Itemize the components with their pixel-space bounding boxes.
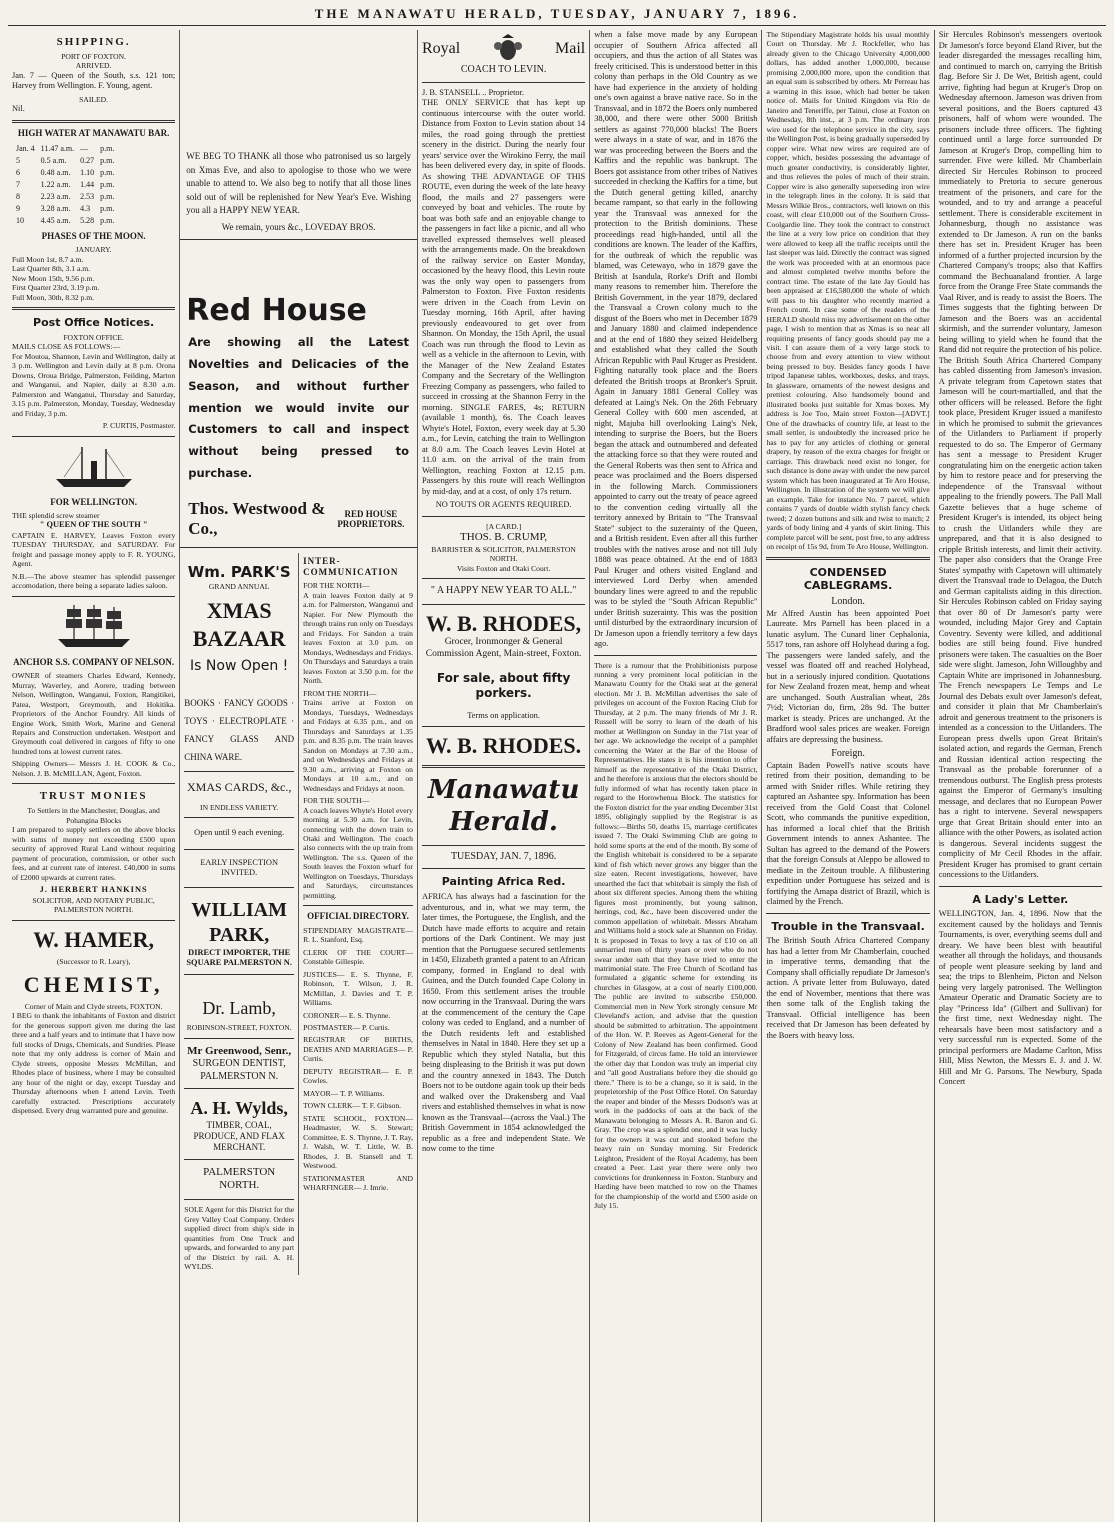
steamer-text: CAPTAIN E. HARVEY, Leaves Foxton every TUESDAY THURSDAY, and SATURDAY. For freight and passage money apply to F. R. YOUNG, Agent.	[12, 530, 176, 569]
wylds-text: SOLE Agent for this District for the Grey Valley Coal Company. Orders supplied direct from ship's side in quantities from One Truck and upwards, and forwarded to any part of the District by rail. A. H. WYLDS.	[184, 1205, 295, 1272]
william-park-sub: DIRECT IMPORTER, THE SQUARE PALMERSTON N.	[186, 947, 292, 968]
transvaal-text: The British South Africa Chartered Company has had a letter from Mr Chamberlain, couched in imperative terms, demanding that the Company shall officially repudiate Dr Jameson's action. A private letter from Buluwayo, dated the end of November, mentions that there was then some talk of the English taking the Transvaal. Official intelligence has been received that Dr Jameson has been defeated by the Boers with heavy loss.	[766, 936, 930, 1040]
xmas-bazaar: XMAS BAZAAR	[192, 598, 286, 651]
column-6	[762, 30, 934, 1522]
tide-cell: 3.28 a.m.	[40, 203, 71, 213]
moon-phase: Full Moon, 30th, 8.32 p.m.	[12, 292, 95, 302]
tide-cell: 8	[16, 191, 20, 201]
directory-entry: STATE SCHOOL, FOXTON— Headmaster, W. S. Stewart; Committee, E. S. Thynne, J. T. Ray, J. Walsh, W. T. Little, W. B. Rhodes, J. B. Stansell and T. Westwood.	[303, 1113, 413, 1171]
for-wellington: FOR WELLINGTON.	[50, 496, 137, 507]
local-news: There is a rumour that the Prohibitionists purpose running a very prominent local politician in the Manawatu County for the Otaki seat at the general election. Mr J. B. McMillan advertises the sale of privileges on account of the Foxton Racing Club for Thursday, at 2 p.m. The many friends of Mr J. R. Russell will be sorry to learn of the death of his mother at Wellington on Sunday in the 71st year of her age. We acknowledge the receipt of a pamphlet concerning the Water at the Bar of the House of Representatives. He states it is his intention to offer himself as the representative of the Otaki District, and he therefore is anxious that the electors should be fully informed of what has recently taken place in regard to the Horowhenua Block. The statistics for the Foxton district for the year ending December 31st 1895, obligingly supplied by the Registrar is as follows:—Births 50, deaths 15, marriage certificates issued 7. The Otaki Swimming Club are going to hold some sports at the end of the month. By some of the English whitebait is considered to be a separate kind of fish which never grows any bigger than the size eaten. Recent investigations, however, have unearthed the fact that whitebait is simply the fish of about six different species. Among them the whiting figures most prominently, but young salmon, herrings, cod, &c., have been discovered under the common appellation of whitebait. Messrs Abraham and Williams hold a stock sale at Shannon on Friday. It is proposed in Texas to levy a tax of £10 on all unmarried men of thirty years or over who do not swear under oath that they have tried to enter the matrimonial state. The Free Church of Scotland has formulated a gigantic scheme for extending its churches in Glasgow, at a cost of nearly £100,000. The public are invited to subscribe £50,000. Commercial men in New York strongly censure Mr Cleveland's action, and advise that the question should be submitted to arbitration. The appointment of the Hon. W. P. Reeves as Agent-General for the Colony of New Zealand has been confirmed. Good for Fitzgerald, of circus fame. He told an interviewer the other day that London was truly an imperial city and "all good Australians before they die should go there." There is to be a change, so it is said, in the proprietorship of the Post Office Hotel. On Saturday the reaper and binder of the Messrs Dodson's was at work in the paddocks of oats at the back of the Manawatu belonging to Messrs A. R. Baron and G. Gray. The crop was a splendid one, and it was lucky for the owners it was cut and stooked before the heavy rain on Sunday morning. Sir Frederick Leighton, President of the Royal Academy, has been created a Peer. Last year there were only two convictions for drunkenness in Foxton. Stanbury and Harding have been matched to row on the Thames for the championship of the world and £500 aside on July 15.	[594, 660, 758, 1211]
london-text: Mr Alfred Austin has been appointed Poet Laureate. Mrs Parnell has been placed in a lunatic asylum. The Cunard liner Cephalonia, 5517 tons, ran ashore off Holyhead during a fog. The passengers were landed safely, and the vessel was floated off and reached Holyhead, but in a seriously injured condition. Quotations for New Zealand frozen meat, hemp and wheat are unchanged. South Australian wheat, 28s 7½d; Victorian do, firm, 28s 9d. The butter market is steady. Prices are unchanged. At the Bradford wool sales prices are weaker. Foreign affairs are depressing the business.	[766, 608, 930, 744]
hamer-sub: (Successor to R. Leary),	[56, 957, 131, 967]
directory-entry: CORONER— E. S. Thynne.	[303, 1010, 391, 1020]
arrived-label: ARRIVED.	[75, 61, 112, 71]
park: Wm. PARK'S	[187, 562, 291, 581]
chemist-addr: Corner of Main and Clyde streets, FOXTON.	[24, 1002, 163, 1011]
tide-cell: 5.28	[80, 215, 95, 225]
tide-cell: p.m.	[100, 155, 115, 165]
foreign-label: Foreign.	[831, 748, 865, 760]
moon-phase: Last Quarter 8th, 3.1 a.m.	[12, 264, 91, 274]
hankins-sub: SOLICITOR, AND NOTARY PUBLIC, PALMERSTON NORTH.	[32, 895, 155, 915]
from-north-text: Trains arrive at Foxton on Mondays, Tuesdays, Wednesdays and Fridays at 6.35 p.m., and on Thursdays and Saturdays at 1.35 p.m. and 8.35 p.m. The train leaves Sandon on Mondays at 7.30 a.m., and on Wednesdays and Fridays at 9.30 a.m., arriving at Foxton on Mondays at 10 a.m., and on Wednesdays and Fridays at noon.	[303, 698, 413, 793]
park-list: BOOKS · FANCY GOODS · TOYS · ELECTROPLATE · FANCY GLASS AND CHINA WARE.	[184, 697, 295, 762]
directory-entry: STATIONMASTER AND WHARFINGER— J. Imrie.	[303, 1173, 413, 1193]
tide-cell: 11.47 a.m.	[40, 143, 75, 153]
column-7	[935, 30, 1106, 1522]
loveday-sign: We remain, yours &c., LOVEDAY BROS.	[221, 221, 376, 232]
tide-cell: 9	[16, 203, 20, 213]
moon-phase: Full Moon 1st, 8.7 a.m.	[12, 254, 84, 264]
lady-letter-title: A Lady's Letter.	[972, 892, 1069, 906]
moon-title: PHASES OF THE MOON.	[41, 230, 146, 241]
terms: Terms on application.	[467, 710, 540, 720]
post-office-label: FOXTON OFFICE.	[63, 332, 124, 342]
red-house-title: Red House	[186, 293, 367, 328]
directory-entry: STIPENDIARY MAGISTRATE— R. L. Stanford, Esq.	[303, 925, 413, 945]
column-1	[8, 30, 180, 1522]
tide-cell: 6	[16, 167, 20, 177]
wylds: A. H. Wylds,	[190, 1098, 288, 1119]
masthead: THE MANAWATU HERALD, TUESDAY, JANUARY 7, 1896.	[8, 6, 1106, 26]
dr-lamb-sub: ROBINSON-STREET, FOXTON.	[186, 1023, 292, 1033]
moon-list	[12, 255, 175, 302]
westwood: Thos. Westwood & Co.,	[188, 498, 326, 538]
high-water-title: HIGH WATER AT MANAWATU BAR.	[17, 127, 170, 138]
open-evening: Open until 9 each evening.	[194, 828, 285, 838]
steamer-intro: THE splendid screw steamer	[12, 510, 100, 520]
tide-cell: p.m.	[100, 167, 115, 177]
tide-row	[14, 216, 116, 226]
port-label: PORT OF FOXTON.	[61, 51, 127, 61]
tide-cell: 2.23 a.m.	[40, 191, 71, 201]
column-2-3	[180, 30, 418, 1522]
tide-cell: 2.53	[80, 191, 95, 201]
directory-list	[303, 926, 413, 1193]
cable-title: CONDENSED CABLEGRAMS.	[803, 565, 893, 593]
inter-title: INTER-COMMUNICATION	[303, 555, 399, 578]
directory-entry: REGISTRAR OF BIRTHS, DEATHS AND MARRIAGES— P. Curtis.	[303, 1035, 413, 1064]
post-office-title: Post Office Notices.	[33, 316, 155, 330]
moon-phase: New Moon 15th, 9.56 p.m.	[12, 273, 95, 283]
tide-cell: 4.3	[80, 203, 91, 213]
rhodes-sub: Grocer, Ironmonger & General Commission Agent, Main-street, Foxton.	[425, 637, 582, 660]
rhodes: W. B. RHODES,	[426, 610, 582, 636]
tide-cell: 1.44	[80, 179, 95, 189]
tide-row	[14, 204, 116, 214]
greenwood-sub: SURGEON DENTIST, PALMERSTON N.	[192, 1058, 286, 1082]
tide-cell: 0.27	[80, 155, 95, 165]
mail-label: Mail	[555, 40, 586, 57]
greenwood: Mr Greenwood, Senr.,	[187, 1044, 292, 1057]
tide-row	[14, 156, 116, 166]
london-label: London.	[831, 596, 865, 608]
tide-cell: 0.48 a.m.	[40, 167, 71, 177]
column-4	[418, 30, 590, 1522]
xmas-cards: XMAS CARDS, &c.,	[187, 779, 292, 794]
wylds-sub: TIMBER, COAL, PRODUCE, AND FLAX MERCHANT.	[193, 1119, 285, 1153]
royal-crest-icon	[490, 34, 526, 64]
card-label: [A CARD.]	[486, 521, 522, 531]
chemist: CHEMIST,	[23, 971, 164, 997]
tide-cell: 0.5 a.m.	[40, 155, 67, 165]
tide-cell: 1.22 a.m.	[40, 179, 71, 189]
tide-cell: 10	[16, 215, 24, 225]
foreign-text: Captain Baden Powell's native scouts have retired from their position, demanding to be armed with Snider rifles. While retiring they captured an Ashantee spy. Information has been received from the Gold Coast that Colonel Scott, who commands the punitive expedition, has informed a local chief that the British Government intends to annex Ashantee. The Sultan has agreed to the demand of the Powers that the foreign Consuls at Aleppo be allowed to mediate in the Zeitoun trouble. A filibustering expedition under Portuguese has seized and is fortifying the Amapa district of Brazil, which is claimed by the French.	[766, 760, 930, 907]
north-text: A train leaves Foxton daily at 9 a.m. for Palmerston, Wanganui and Napier. For New Plymouth the through trains run only on Tuesdays and Fridays. For Sandon a train leaves Foxton at 3.0 p.m. on Mondays, Wednesdays and Fridays. On Thursdays and Saturdays a train leaves Foxton at 3.50 p.m. for the North.	[303, 590, 413, 686]
hankins: J. HERBERT HANKINS	[39, 885, 148, 895]
tide-row	[14, 180, 116, 190]
rhodes-2: W. B. RHODES.	[426, 733, 582, 759]
trust-title: TRUST MONIES	[39, 790, 148, 803]
tide-cell: Jan. 4	[16, 143, 35, 153]
directory-entry: JUSTICES— E. S. Thynne, F. Robinson, T. Wilson, J. R. McMillan, J. Davies and T. P. Williams.	[303, 969, 413, 1008]
sailing-ship-icon	[54, 603, 134, 651]
directory-entry: POSTMASTER— P. Curtis.	[303, 1023, 390, 1032]
steamer-name: " QUEEN OF THE SOUTH "	[39, 520, 148, 530]
sailed-nil: Nil.	[12, 104, 25, 114]
anchor-title: ANCHOR S.S. COMPANY OF NELSON.	[13, 656, 175, 667]
loveday-text: WE BEG TO THANK all those who patronised us so largely on Xmas Eve, and also to apologise to those who we were unable to attend to. We also beg to notify that all those lines sold out of will be replenished for New Year's Eve. Wishing you all a HAPPY NEW YEAR.	[186, 151, 411, 215]
from-north: FROM THE NORTH—	[303, 688, 377, 698]
moon-month: JANUARY.	[75, 245, 112, 255]
local-news-2: The Stipendiary Magistrate holds his usual monthly Court on Thursday. Mr J. Rockfeller, who has already given to the Chicago University 4,000,000 dollars, has added another 1,000,000, because promising 2,000,000 more, upon the condition that an equal sum is subscribed by others. Mr Perreau has a warning in this issue, which had better be taken notice of. Mails for United Kingdom via Rio de Janeiro and Teneriffe, per Tainui, close at Foxton on Wednesday, 8th inst., at 3 p.m. The ordinary iron wire used for the telephone service in the city, says the Wellington Post, is being gradually superseded by copper wire. What new wires are required are of copper, which, besides possessing the advantage of much greater conductivity, is considerably lighter, and thus relieves the poles of much of their strain. Copper wire is also generally superseding iron wire in the telegraph lines in the colony. It is said that Messrs Wilkie Bros., contractors, well known on this coast, will clear £10,000 out of the Southern Cross-Coolgardie line. They took the contract to construct the line at a very low price on condition that they were allowed to keep all the traffic receipts until the last sleeper was laid. Directly the contract was signed the work was proceeded with at an enormous pace and almost completed twelve months before the contract time. The estate of the late Jay Gould has been appraised at £16,580,000 the whole of which will pass to his daughter who recently married a French count. In case some of the readers of the HERALD should miss my advertisement on the other page, I wish to mention that as Xmas is so near all requiring presents of fancy goods should pay me a visit. I can assure them of a very large stock to choose from and every attention to view without being pressed to buy. Besides fancy goods I have tripod Japanese tables, workboxes, desks, and trays. In glassware, ornaments of the newest designs and prettiest colouring. Also handsomely bound and illustrated books just suitable for Xmas boxes. My address is Joe Too, Main street Foxton—[ADVT.] One of the drawbacks of country life, at least to the small settler, is undoubtedly the increased price he has to pay for any articles of clothing or general drapery, by reason of the extra charges for freight or carriage. This drawback need exist no longer, for such distance is done away with under the new parcel system which has been inaugurated at Te Aro House, Wellington. In illustration of the system we will give an example. Take for instance No. 7 parcel, which contains 7 yards of double width stylish fancy check tweed; 2 dozen buttons and silk and twist to match; 2 yards of body lining and 4 yards of skirt lining. This complete parcel will be sent, post free, to any address on receipt of 15s 9d, from Te Aro House, Wellington.	[766, 30, 930, 552]
tide-cell: p.m.	[100, 191, 115, 201]
tide-cell: p.m.	[100, 179, 115, 189]
steamer-nb: N.B.—The above steamer has splendid passenger accomodation, there being a separate ladies saloon.	[12, 571, 176, 591]
herald-title: Manawatu Herald.	[427, 774, 580, 838]
dr-lamb: Dr. Lamb,	[202, 997, 276, 1018]
arrival-text: Jan. 7 — Queen of the South, s.s. 121 ton; Harvey from Wellington. F. Young, agent.	[12, 70, 176, 91]
postmaster: P. CURTIS, Postmaster.	[102, 421, 176, 431]
south-text: A coach leaves Whyte's Hotel every morning at 5.30 a.m. for Levin, connecting with the down train to Otaki and Wellington. The coach also connects with the up train from Wellington. The s.s. Queen of the South leaves the Foxton wharf for Wellington on Tuesdays, Thursdays and Saturdays, circumstances permitting.	[303, 805, 413, 900]
tide-cell: 4.45 a.m.	[40, 215, 71, 225]
africa-title: Painting Africa Red.	[441, 875, 566, 889]
steamer-illustration-icon	[54, 443, 134, 491]
africa-continued: when a false move made by any European occupier of Southern Africa affected all occupiers, and thus the action of all States was freely criticised. This is understood better in this colony than perhaps in the Old Country as we have had experience in the anxiety of holding one's own against a brave native race. So in the Transvaal, and in 1872 the Boers only numbered 38,000, and there were other 5000 British settlers as against 770,000 blacks! The Boers were always in a state of war, and in 1876 the war was proceeding between the Boers and the Kaffirs and the republic was bankrupt. The Boers got assistance from other tribes of Natives succeeded in checking the Kaffirs for a time, but the Dutch general getting killed, anarchy became rampant, so that early in the following year the Transvaal was annexed for the protection to the British dominions. These proceedings read high-handed, until all the conditions are known. The leader of the Kaffirs, for the outbreak of which the republic was blamed, was Cetewayo, who in 1879 gave the British at Isandula, Rorke's Drift and Ilombi many reasons to remember him. Therefore the British Government, in the year 1879, declared the Transvaal a Crown colony much to the disgust of the Boers who met in December 1879 and January 1880 and claimed independence and at the end of 1880 they seized Heidelberg and established what they called the South African Republic with Paul Kruger as President. Fighting naturally took place and the Boers defeated the British troops at Bronker's Spruit. Again in January 1881 General Colley was defeated at Laing's Nek. On the 26th February General Colley with 600 men ascended, at night, Majuba hill overlooking Laing's Nek, intending to surprise the Boers, but the Boers began the attack and outnumbered and defeated the attacking force so that they were routed and the General Roberts was then sent to Africa and peace was proclaimed and the Boers dispersed in the following March. Commissioners appointed to carry out the treaty of peace agreed to the convention ceding virtually all the territory annexed by Britain to "The Transvaal State" subject to the suzerainty of the Queen, and a British resident. Even after all this further troubles with the natives arose and not till July 1888 was peace obtained. At the end of 1883 Paul Kruger and others visited England and interviewed Lord Derby when amended boundary lines were agreed to and the republic was to be styled the "South African Republic" under British suzerainty. This was the position until disturbed by the extraordinary incursion of Dr Jameson upon a friendly territory a few days ago.	[594, 30, 758, 648]
crump-sub: BARRISTER & SOLICITOR, PALMERSTON NORTH.	[431, 544, 576, 564]
directory-entry: DEPUTY REGISTRAR— E. P. Cowles.	[303, 1066, 413, 1086]
tide-cell: p.m.	[100, 215, 115, 225]
tide-row	[14, 144, 116, 154]
tide-cell: 1.10	[80, 167, 95, 177]
shipping-title: SHIPPING.	[56, 36, 131, 48]
tide-cell: p.m.	[100, 143, 115, 153]
issue-date: TUESDAY, JAN. 7, 1896.	[450, 850, 557, 862]
tide-table	[12, 142, 118, 228]
porkers: For sale, about fifty porkers.	[436, 670, 571, 700]
william-park: WILLIAM PARK,	[191, 898, 287, 946]
now-open: Is Now Open !	[190, 658, 289, 675]
sailed-label: SAILED.	[79, 94, 109, 104]
anchor-owners: Shipping Owners— Messrs J. H. COOK & Co., Nelson. J. B. McMILLAN, Agent, Foxton.	[12, 759, 176, 778]
anchor-text: OWNER of steamers Charles Edward, Kennedy, Murray, Waverley, and Aorere, trading between Nelson, Wellington, Wanganui, Foxton, Rangitikei, Patea, Westport, Greymouth, and Hokitika. Proprietors of the Anchor Foundry. All kinds of Engine Work, Smith Work, Marine and General Repairs and Construction undertaken. Westport and Greymouth coal delivered in cargoes of fifty to one hundred tons at lowest current rates.	[12, 671, 176, 756]
westwood-sub: RED HOUSE PROPRIETORS.	[337, 508, 405, 529]
no-touts: NO TOUTS OR AGENTS REQUIRED.	[435, 500, 572, 509]
moon-phase: First Quarter 23rd, 3.19 p.m.	[12, 283, 100, 293]
directory-entry: MAYOR— T. P. Williams.	[303, 1088, 385, 1098]
tide-row	[14, 168, 116, 178]
column-3	[299, 553, 417, 1275]
transvaal-title: Trouble in the Transvaal.	[771, 919, 925, 933]
column-2	[180, 553, 299, 1275]
directory-title: OFFICIAL DIRECTORY.	[307, 911, 409, 922]
column-5	[590, 30, 762, 1522]
crump-visits: Visits Foxton and Otaki Court.	[456, 563, 551, 573]
stansell: J. B. STANSELL .. Proprietor.	[421, 87, 525, 97]
coach-text: THE ONLY SERVICE that has kept up continuous intercourse with the outer world. Distance from Foxton to Levin station about 14 miles, the road going through the prettiest scenery in the district. During the nearly four years' service over the Wirokino Ferry, the mail has been delivered every day, in spite of floods. As showing THE ADVANTAGE OF THIS ROUTE, even during the week of the late heavy flood, the mails and 27 passengers were conveyed by boat and vehicles. The route by boat was both safe and an enjoyable change to the passengers in fact like a picnic, and all who travelled expressed themselves well pleased with the arrangements made. On the breakdown of the railway service on Easter Monday, occasioned by the heavy flood, this Levin route was the only way open to passengers from Palmerston to Foxton. Five Foxton residents were driven in the Coach from Levin on Tuesday morning, 16th April, after having previously endeavoured to get over from Shannon. On Monday, the 15th April, the usual Coach was run through the flood to Levin as well as a vehicle in the afternoon to Levin, with the Manager of the New Zealand Estates Company and the Secretary of the Wellington Freezing Company as passengers, who failed to succeed in crossing at the Shannon Ferry in the morning. SINGLE FARES, 4s; RETURN (available 1 month), 6s. The Coach leaves Whyte's Hotel, Foxton, every week day at 5.30 a.m., for Levin, catching the train to Wellington at 8.0 a.m. The Coach leaves Levin Hotel at 11.0 a.m. on the arrival of the train from Wellington, reaching Foxton at 12.15 p.m. Passengers by this route will reach Wellington by mid-day, and at a cost, of only 17s return.	[421, 98, 586, 496]
tide-cell: 5	[16, 155, 20, 165]
directory-entry: CLERK OF THE COURT— Constable Gillespie.	[303, 947, 413, 967]
crump: THOS. B. CRUMP,	[460, 530, 548, 543]
variety: IN ENDLESS VARIETY.	[200, 802, 279, 812]
red-house-text: Are showing all the Latest Novelties and Delicacies of the Season, and without further mention we would invite our Customers to call and inspect without being pressed to purchase.	[188, 335, 409, 481]
mails-close: MAILS CLOSE AS FOLLOWS:—	[12, 342, 121, 352]
tide-cell: p.m.	[100, 203, 115, 213]
coach-title: COACH TO LEVIN.	[460, 64, 547, 75]
park-sub: GRAND ANNUAL	[208, 581, 270, 591]
for-north: FOR THE NORTH—	[303, 581, 370, 591]
transvaal-continued: Sir Hercules Robinson's messengers overtook Dr Jameson's force beyond Eland River, but the leader disregarded the messages recalling him, and continued to march on, carrying the British flag. Before Sir J. De Wet, British agent, could arrive, fighting had begun at Kruger's Drop on Wednesday afternoon. Jameson was driven from several positions, and the Boers captured 43 prisoners, half of whom were wounded. The prisoners include three officers. The fighting continued until a large force surrounded Dr Jameson at Kruger's Drop, compelling him to surrender. Five were killed. Mr Chamberlain directed Sir Hercules Robinson to proceed immediately to Pretoria to secure generous treatment of the prisoners, and care for the wounded, and to try and arrange a peaceful settlement. There is considerable excitement in Johannesburg, though no assistance was extended to Dr Jameson. A run on the banks there has set in. President Kruger has been informed of a further projected incursion by the Chartered Company's troops; also that Kaffirs command the Bechuanaland frontier. A large force from the Orange Free State commands the Vaal River, and is ready to assist the Boers. The Times suggests that the fighting between Dr Jameson and the Boers was an accidental skirmish, and the surrender voluntary, Jameson being willing to yield when he found that the Rand did not require the protection of his police. The British South Africa Chartered Company has cabled dissenting from Jameson's invasion. A private telegram from Capetown states that Jameson will be court-martialled, and that the other officers will be released. Before the fight took place, President Kruger issued a manifesto in which he promised to submit the grievances of the Uitlanders to Parliament if properly requested to do so. The Emperor of Germany has sent a message to President Kruger congratulating him on the energetic action taken by him to restore peace and for preserving the independence of the Transvaal without appealing to the friendly powers. The Pall Mall Gazette believes that a huge scheme of President Kruger's is intended, its object being to crush the Uitlanders while they are unprepared, and that it is also designed to cripple British interests, and limit their activity. The paper also considers that the Orange Free States' sympathy with Capetown will ultimately divert the Transvaal trade to Delagoa, the Dutch and German capitalists aiding in this direction. Sir Hercules Robinson cabled on Friday saying that over 80 of Dr Jameson's party were wounded, including Major Grey and Captain Coventry. Seventy were killed, and additional bodies are still being found. Five hundred prisoners were taken. The casualties on the Boer side were slight. Jameson, John Willoughby and Captain White are imprisoned in Johannesburg. The French newspapers Le Temps and Le Journal des Debats exult over Jameson's defeat, and consider it plain that Mr Chamberlain's adroit and generous treatment to the prisoners is intended as a concession to the Uitlanders. The European press dwells upon Great Britain's isolated action, and regards the German, French and Russian identical action respecting the Transvaal as the probable forerunner of a tremendous outburst. The English press protests against the Emperor of Germany's insulting message, and declares that no European Power has a right to intervene. Several newspapers urge that Great Britain should enter into an alliance with the other Powers, as isolated action is dangerous. Several incidents suggest the complicity of Mr Cecil Rhodes in the affair. President Kruger has promised to grant certain concessions to the Uitlanders.	[938, 30, 1102, 879]
africa-text: AFRICA has always had a fascination for the adventurous, and in, what we may term, the later times, the Portuguese, the English, and the Dutch have made efforts to acquire and retain portions of the Dark Continent. We may just mention that the Portuguese secured settlements in 1450, Elizabeth granted a patent to an African company, formed in England to deal with Guinea, and the Dutch founded Cape Colony in 1650. From this settlement arises the trouble now occurring in the Transvaal. During the wars at the commencement of the century the Cape colony was ceded to England, and a number of the Dutch residents left and established themselves in Natal in 1840. Here they set up a Republic which they styled Natalia, but this being displeasing to the British it was put down and the country annexed in 1843. The Dutch Boers not to be outdone again took up their beds and walked over the Drakensberg and Vaal rivers and established themselves in what is now known as the Transvaal—(across the Vaal.) The British Government in 1854 acknowledged the republic as a free and independent State. We now come to the time	[421, 892, 586, 1154]
tide-cell: 7	[16, 179, 20, 189]
chemist-text: I BEG to thank the inhabitants of Foxton and district for the generous support given me during the last three and a half years and to intimate that I have now full stocks of Drugs, Chemicals, and Sundries. Please note that my only address is corner of Main and Clyde streets, opposite Messrs McMillan, and Rhodes place of business, where I may be consulted any hour of the night or day, except Tuesday and Thursday afternoons when I attend Levin. Teeth carefully extracted. Prescriptions accurately dispensed. Every drug warranted pure and genuine.	[12, 1011, 176, 1116]
trust-sub: To Settlers in the Manchester, Douglas, and Pohangina Blocks	[27, 806, 160, 825]
lady-letter-text: WELLINGTON, Jan. 4, 1896. Now that the excitement caused by the holidays and Tennis Tournaments, is over, everything seems dull and dreary. We have been blest with beautiful weather all through the holidays, and thousands of people went pleasure seeking by land and sea; the trips to Blenheim, Picton and Nelson being very largely patronised. The Wellington Amateur Operatic and Dramatic Society are to play "Princess Ida" (Gilbert and Sullivan) for the first time, next Wednesday night. The rehearsals have been most satisfactory and a very successful run is expected. Some of the principal performers are Madame Carlton, Miss Hill, Miss Newton, the Messrs E. J. and J. W. Hill and Mr G. Parsons. The Newbury, Spada Concert	[938, 909, 1102, 1087]
tide-cell: —	[80, 143, 89, 153]
early-inspection: EARLY INSPECTION INVITED.	[200, 857, 279, 878]
tide-row	[14, 192, 116, 202]
wylds-place: PALMERSTON NORTH.	[203, 1165, 276, 1192]
trust-text: I am prepared to supply settlers on the above blocks with sums of money not exceeding £500 upon security of approved Rural Land without requiring payment of procuration, commission, or other such fees, and at current rate of interest. £40,000 in sums of £2000 upwards at current rates.	[12, 825, 176, 882]
new-year: " A HAPPY NEW YEAR TO ALL."	[430, 585, 577, 597]
hamer: W. HAMER,	[33, 926, 155, 952]
royal-label: Royal	[421, 40, 461, 57]
mails-text: For Moutoa, Shannon, Levin and Wellington, daily at 3 p.m. Wellington and Levin daily at 8 p.m. Orona Downs, Oroua Bridge, Palmerston, Feilding, Marton and Wanganui, and Napier, daily at 8.30 a.m. Palmerston and Wanganui, Thursday and Saturday, 3.15 p.m. Palmerston, Monday, Tuesday, Wednesday and Friday, 3 p.m.	[12, 351, 176, 418]
for-south: FOR THE SOUTH—	[303, 796, 370, 806]
directory-entry: TOWN CLERK— T. F. Gibson.	[303, 1101, 402, 1111]
